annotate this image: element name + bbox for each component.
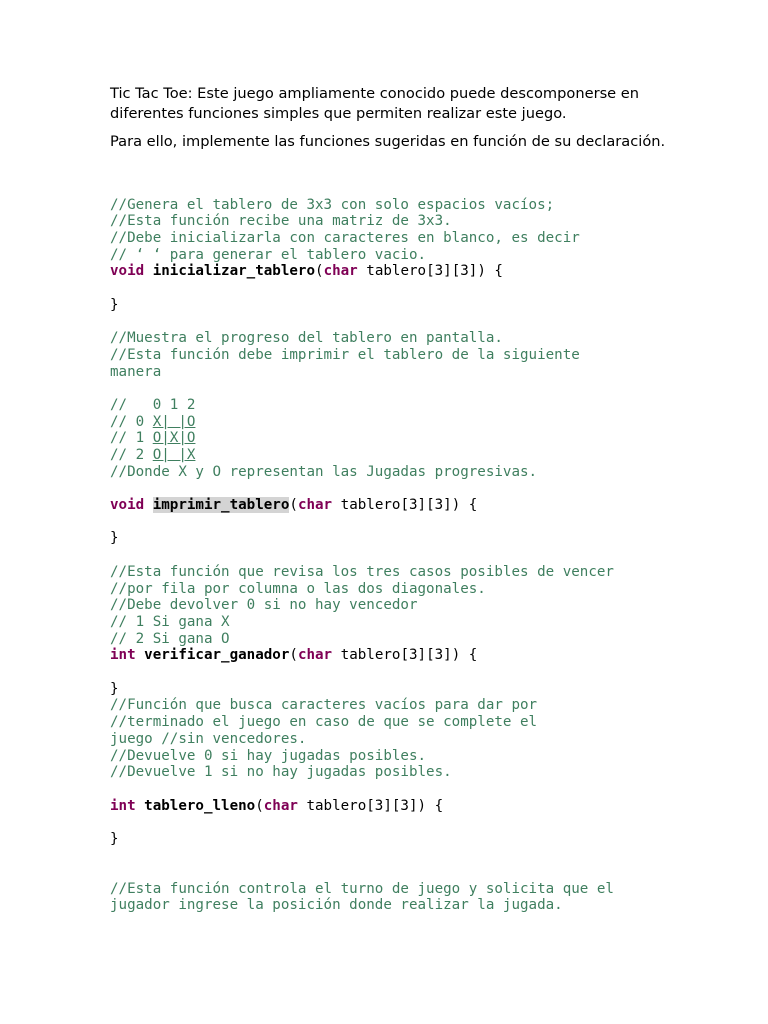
params: tablero[3][3]) { [297,797,444,814]
code-comment: //Muestra el progreso del tablero en pantalla. [110,330,503,347]
return-type: void [110,263,145,280]
board-row-1 [110,430,670,447]
spacer [110,848,670,881]
code-comment: manera [110,363,162,380]
row-cells: X| |O [152,413,196,430]
function-signature [110,497,670,514]
code-block-turno [110,881,670,914]
board-header: // 0 1 2 [110,396,196,413]
board-row-0 [110,414,670,431]
code-comment: // 1 Si gana X [110,613,230,630]
param-type: char [263,797,298,814]
open-paren: ( [289,647,298,664]
open-paren: ( [289,497,298,514]
code-comment: //por fila por columna o las dos diagonales. [110,580,486,597]
function-name: verificar_ganador [144,647,290,664]
code-comment: //Donde X y O representan las Jugadas progresivas. [110,463,538,480]
code-comment: //terminado el juego en caso de que se complete el [110,714,538,731]
code-comment: //Esta función recibe una matriz de 3x3. [110,213,452,230]
params: tablero[3][3]) { [332,497,478,514]
function-name: inicializar_tablero [152,263,316,280]
intro-paragraph-2: Para ello, implemente las funciones sugeridas en función de su declaración. [110,133,666,150]
code-comment: jugador ingrese la posición donde realizar la jugada. [110,897,563,914]
return-type: int [110,797,136,814]
code-comment: //Esta función que revisa los tres casos posibles de vencer [110,563,614,580]
open-paren: ( [255,797,264,814]
code-comment: //Esta función debe imprimir el tablero de la siguiente [110,346,580,363]
spacer [110,161,670,197]
code-comment: //Esta función controla el turno de juego y solicita que el [110,880,614,897]
code-block-verificar [110,564,670,698]
params: tablero[3][3]) { [332,647,478,664]
code-comment: //Devuelve 1 si no hay jugadas posibles. [110,764,452,781]
code-block-tablero-lleno [110,697,670,847]
close-brace: } [110,296,119,313]
code-comment: //Devuelve 0 si hay jugadas posibles. [110,747,427,764]
board-row-2 [110,447,670,464]
close-brace: } [110,530,119,547]
code-block-inicializar [110,197,670,314]
code-comment: juego //sin vencedores. [110,730,307,747]
close-brace: } [110,680,119,697]
row-cells: O|X|O [152,430,196,447]
row-prefix: // 2 [110,447,153,463]
param-type: char [297,647,333,664]
function-signature [110,647,670,664]
intro-paragraph-1: Tic Tac Toe: Este juego ampliamente conocido puede descomponerse en diferentes funciones simples que permiten realizar este juego. [110,85,640,122]
param-type: char [323,263,358,280]
return-type: int [110,647,136,664]
document-page [110,84,670,914]
param-type: char [297,497,333,514]
open-paren: ( [315,263,324,280]
row-prefix: // 1 [110,430,153,447]
code-comment: //Función que busca caracteres vacíos para dar por [110,697,538,714]
code-comment: //Genera el tablero de 3x3 con solo espacios vacíos; [110,196,555,213]
params: tablero[3][3]) { [357,263,503,280]
function-name: imprimir_tablero [152,497,290,514]
code-comment: //Debe devolver 0 si no hay vencedor [110,597,418,614]
row-cells: O| |X [152,447,196,463]
return-type: void [110,497,145,514]
code-block-imprimir [110,330,670,547]
function-signature [110,263,670,280]
code-comment: //Debe inicializarla con caracteres en blanco, es decir [110,229,580,246]
row-prefix: // 0 [110,413,153,430]
close-brace: } [110,831,119,848]
code-comment: // 2 Si gana O [110,630,230,647]
function-name: tablero_lleno [144,797,256,814]
code-comment: // ‘ ‘ para generar el tablero vacio. [110,246,427,263]
function-signature [110,798,670,815]
